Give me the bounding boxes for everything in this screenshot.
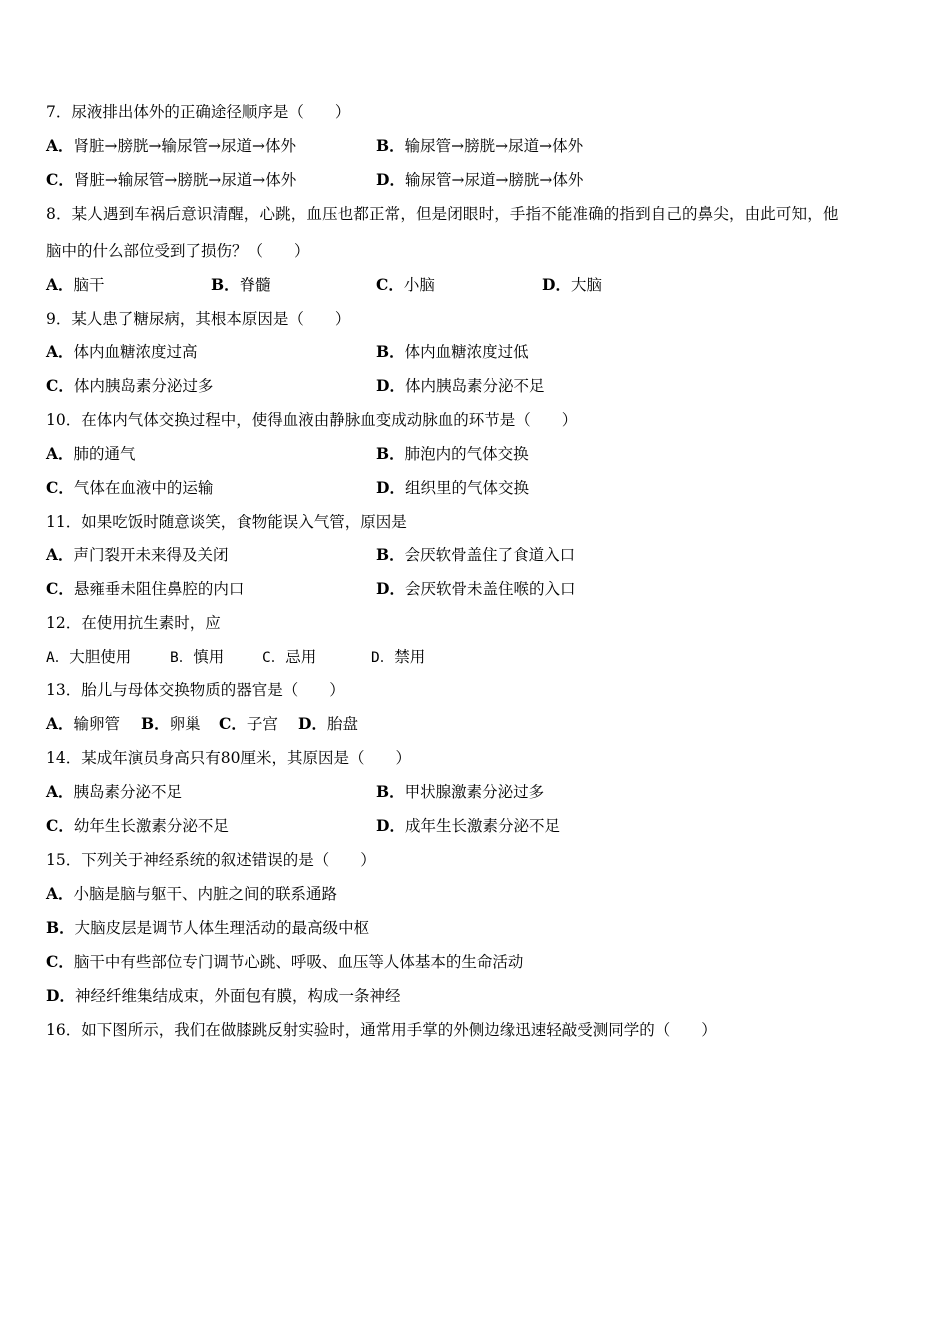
option-text: 慎用 <box>193 648 225 666</box>
question-12-option-c <box>262 647 316 668</box>
option-text: 体内胰岛素分泌不足 <box>404 377 545 395</box>
option-text: 胰岛素分泌不足 <box>73 783 183 801</box>
question-12-option-b <box>170 647 224 668</box>
question-11-option-a <box>46 545 229 565</box>
option-label: B． <box>376 782 405 801</box>
question-9-option-d <box>376 376 544 396</box>
option-label: A． <box>46 714 74 733</box>
option-text: 输尿管→尿道→膀胱→体外 <box>404 171 584 189</box>
option-label: D． <box>46 986 75 1005</box>
option-text: 体内血糖浓度过低 <box>404 343 529 361</box>
question-11-option-c <box>46 579 244 599</box>
option-label: B． <box>46 918 75 937</box>
option-label: B． <box>376 342 405 361</box>
option-text: 肾脏→输尿管→膀胱→尿道→体外 <box>73 171 297 189</box>
question-7-option-b <box>376 136 583 156</box>
option-label: C． <box>46 376 74 395</box>
option-label: C． <box>376 275 404 294</box>
option-label: A． <box>46 545 74 564</box>
question-10-option-a <box>46 444 136 464</box>
option-text: 大脑皮层是调节人体生理活动的最高级中枢 <box>74 919 370 937</box>
option-text: 脊髓 <box>239 276 271 294</box>
question-15-option-a <box>46 884 337 904</box>
option-text: 忌用 <box>285 648 317 666</box>
option-label: A． <box>46 782 74 801</box>
option-text: 气体在血液中的运输 <box>73 479 214 497</box>
option-text: 幼年生长激素分泌不足 <box>73 817 229 835</box>
option-label: D． <box>376 478 405 497</box>
question-15-option-b <box>46 918 369 938</box>
option-label: A． <box>46 650 70 666</box>
question-8-option-c <box>376 275 435 295</box>
question-16-stem: 16．如下图所示，我们在做膝跳反射实验时，通常用手掌的外侧边缘迅速轻敲受测同学的（ ） <box>46 1021 717 1039</box>
option-label: B． <box>376 444 405 463</box>
option-label: A． <box>46 342 74 361</box>
question-8-option-b <box>211 275 271 295</box>
option-text: 脑干中有些部位专门调节心跳、呼吸、血压等人体基本的生命活动 <box>73 953 524 971</box>
question-14-option-a <box>46 782 182 802</box>
option-text: 声门裂开未来得及关闭 <box>73 546 229 564</box>
option-label: A． <box>46 444 74 463</box>
question-14-option-c <box>46 816 229 836</box>
question-15-stem: 15．下列关于神经系统的叙述错误的是（ ） <box>46 851 376 869</box>
question-11-option-d <box>376 579 575 599</box>
question-14-option-b <box>376 782 544 802</box>
option-text: 组织里的气体交换 <box>404 479 529 497</box>
question-8-option-d <box>542 275 602 295</box>
question-11-option-b <box>376 545 575 565</box>
option-text: 子宫 <box>246 715 278 733</box>
option-text: 肾脏→膀胱→输尿管→尿道→体外 <box>73 137 296 155</box>
question-12-option-d <box>371 647 425 668</box>
question-8-stem-line-1: 8．某人遇到车祸后意识清醒，心跳，血压也都正常，但是闭眼时，手指不能准确的指到自己的鼻尖，由此可知，他 <box>46 205 839 223</box>
option-label: B． <box>376 545 405 564</box>
option-text: 小脑 <box>403 276 435 294</box>
option-label: A． <box>46 275 74 294</box>
question-9-option-c <box>46 376 213 396</box>
question-7-option-a <box>46 136 296 156</box>
question-14-option-d <box>376 816 560 836</box>
option-text: 脑干 <box>73 276 105 294</box>
option-text: 会厌软骨盖住了食道入口 <box>404 546 576 564</box>
question-7-stem: 7．尿液排出体外的正确途径顺序是（ ） <box>46 103 351 121</box>
question-11-stem: 11．如果吃饭时随意谈笑，食物能误入气管，原因是 <box>46 513 407 531</box>
option-text: 小脑是脑与躯干、内脏之间的联系通路 <box>73 885 338 903</box>
question-13-option-d <box>298 714 358 734</box>
option-label: D． <box>298 714 327 733</box>
option-text: 神经纤维集结成束，外面包有膜，构成一条神经 <box>74 987 401 1005</box>
option-label: B． <box>376 136 405 155</box>
option-text: 成年生长激素分泌不足 <box>404 817 560 835</box>
option-text: 卵巢 <box>169 715 201 733</box>
option-text: 输卵管 <box>73 715 121 733</box>
option-label: C． <box>46 952 74 971</box>
option-text: 悬雍垂未阻住鼻腔的内口 <box>73 580 245 598</box>
question-15-option-c <box>46 952 523 972</box>
question-10-option-d <box>376 478 529 498</box>
option-label: D． <box>376 816 405 835</box>
question-13-option-b <box>141 714 201 734</box>
option-label: D． <box>376 579 405 598</box>
question-10-option-c <box>46 478 213 498</box>
option-text: 肺泡内的气体交换 <box>404 445 529 463</box>
question-15-option-d <box>46 986 400 1006</box>
option-label: C． <box>46 170 74 189</box>
option-label: C． <box>219 714 247 733</box>
option-text: 输尿管→膀胱→尿道→体外 <box>404 137 584 155</box>
question-13-option-c <box>219 714 278 734</box>
option-label: C． <box>46 816 74 835</box>
question-12-option-a <box>46 647 131 668</box>
question-8-option-a <box>46 275 105 295</box>
option-text: 胎盘 <box>326 715 358 733</box>
option-text: 禁用 <box>394 648 426 666</box>
option-label: B． <box>211 275 240 294</box>
question-7-option-d <box>376 170 583 190</box>
question-7-option-c <box>46 170 296 190</box>
question-10-stem: 10．在体内气体交换过程中，使得血液由静脉血变成动脉血的环节是（ ） <box>46 411 578 429</box>
option-label: A． <box>46 884 74 903</box>
option-label: D． <box>371 650 395 666</box>
question-10-option-b <box>376 444 529 464</box>
option-label: D． <box>542 275 571 294</box>
option-text: 大脑 <box>570 276 602 294</box>
question-8-stem-line-2: 脑中的什么部位受到了损伤？（ ） <box>46 242 310 260</box>
option-text: 肺的通气 <box>73 445 136 463</box>
question-13-stem: 13．胎儿与母体交换物质的器官是（ ） <box>46 681 345 699</box>
question-9-option-a <box>46 342 198 362</box>
option-label: D． <box>376 376 405 395</box>
option-text: 体内血糖浓度过高 <box>73 343 198 361</box>
option-text: 体内胰岛素分泌过多 <box>73 377 214 395</box>
question-14-stem: 14．某成年演员身高只有80厘米，其原因是（ ） <box>46 749 411 767</box>
option-label: B． <box>170 650 194 666</box>
option-label: A． <box>46 136 74 155</box>
question-12-stem: 12．在使用抗生素时，应 <box>46 614 221 632</box>
option-text: 大胆使用 <box>69 648 132 666</box>
option-text: 甲状腺激素分泌过多 <box>404 783 545 801</box>
question-13-option-a <box>46 714 120 734</box>
question-9-option-b <box>376 342 529 362</box>
option-label: B． <box>141 714 170 733</box>
option-label: C． <box>262 650 286 666</box>
question-9-stem: 9．某人患了糖尿病，其根本原因是（ ） <box>46 310 351 328</box>
option-text: 会厌软骨未盖住喉的入口 <box>404 580 576 598</box>
option-label: C． <box>46 478 74 497</box>
option-label: C． <box>46 579 74 598</box>
option-label: D． <box>376 170 405 189</box>
